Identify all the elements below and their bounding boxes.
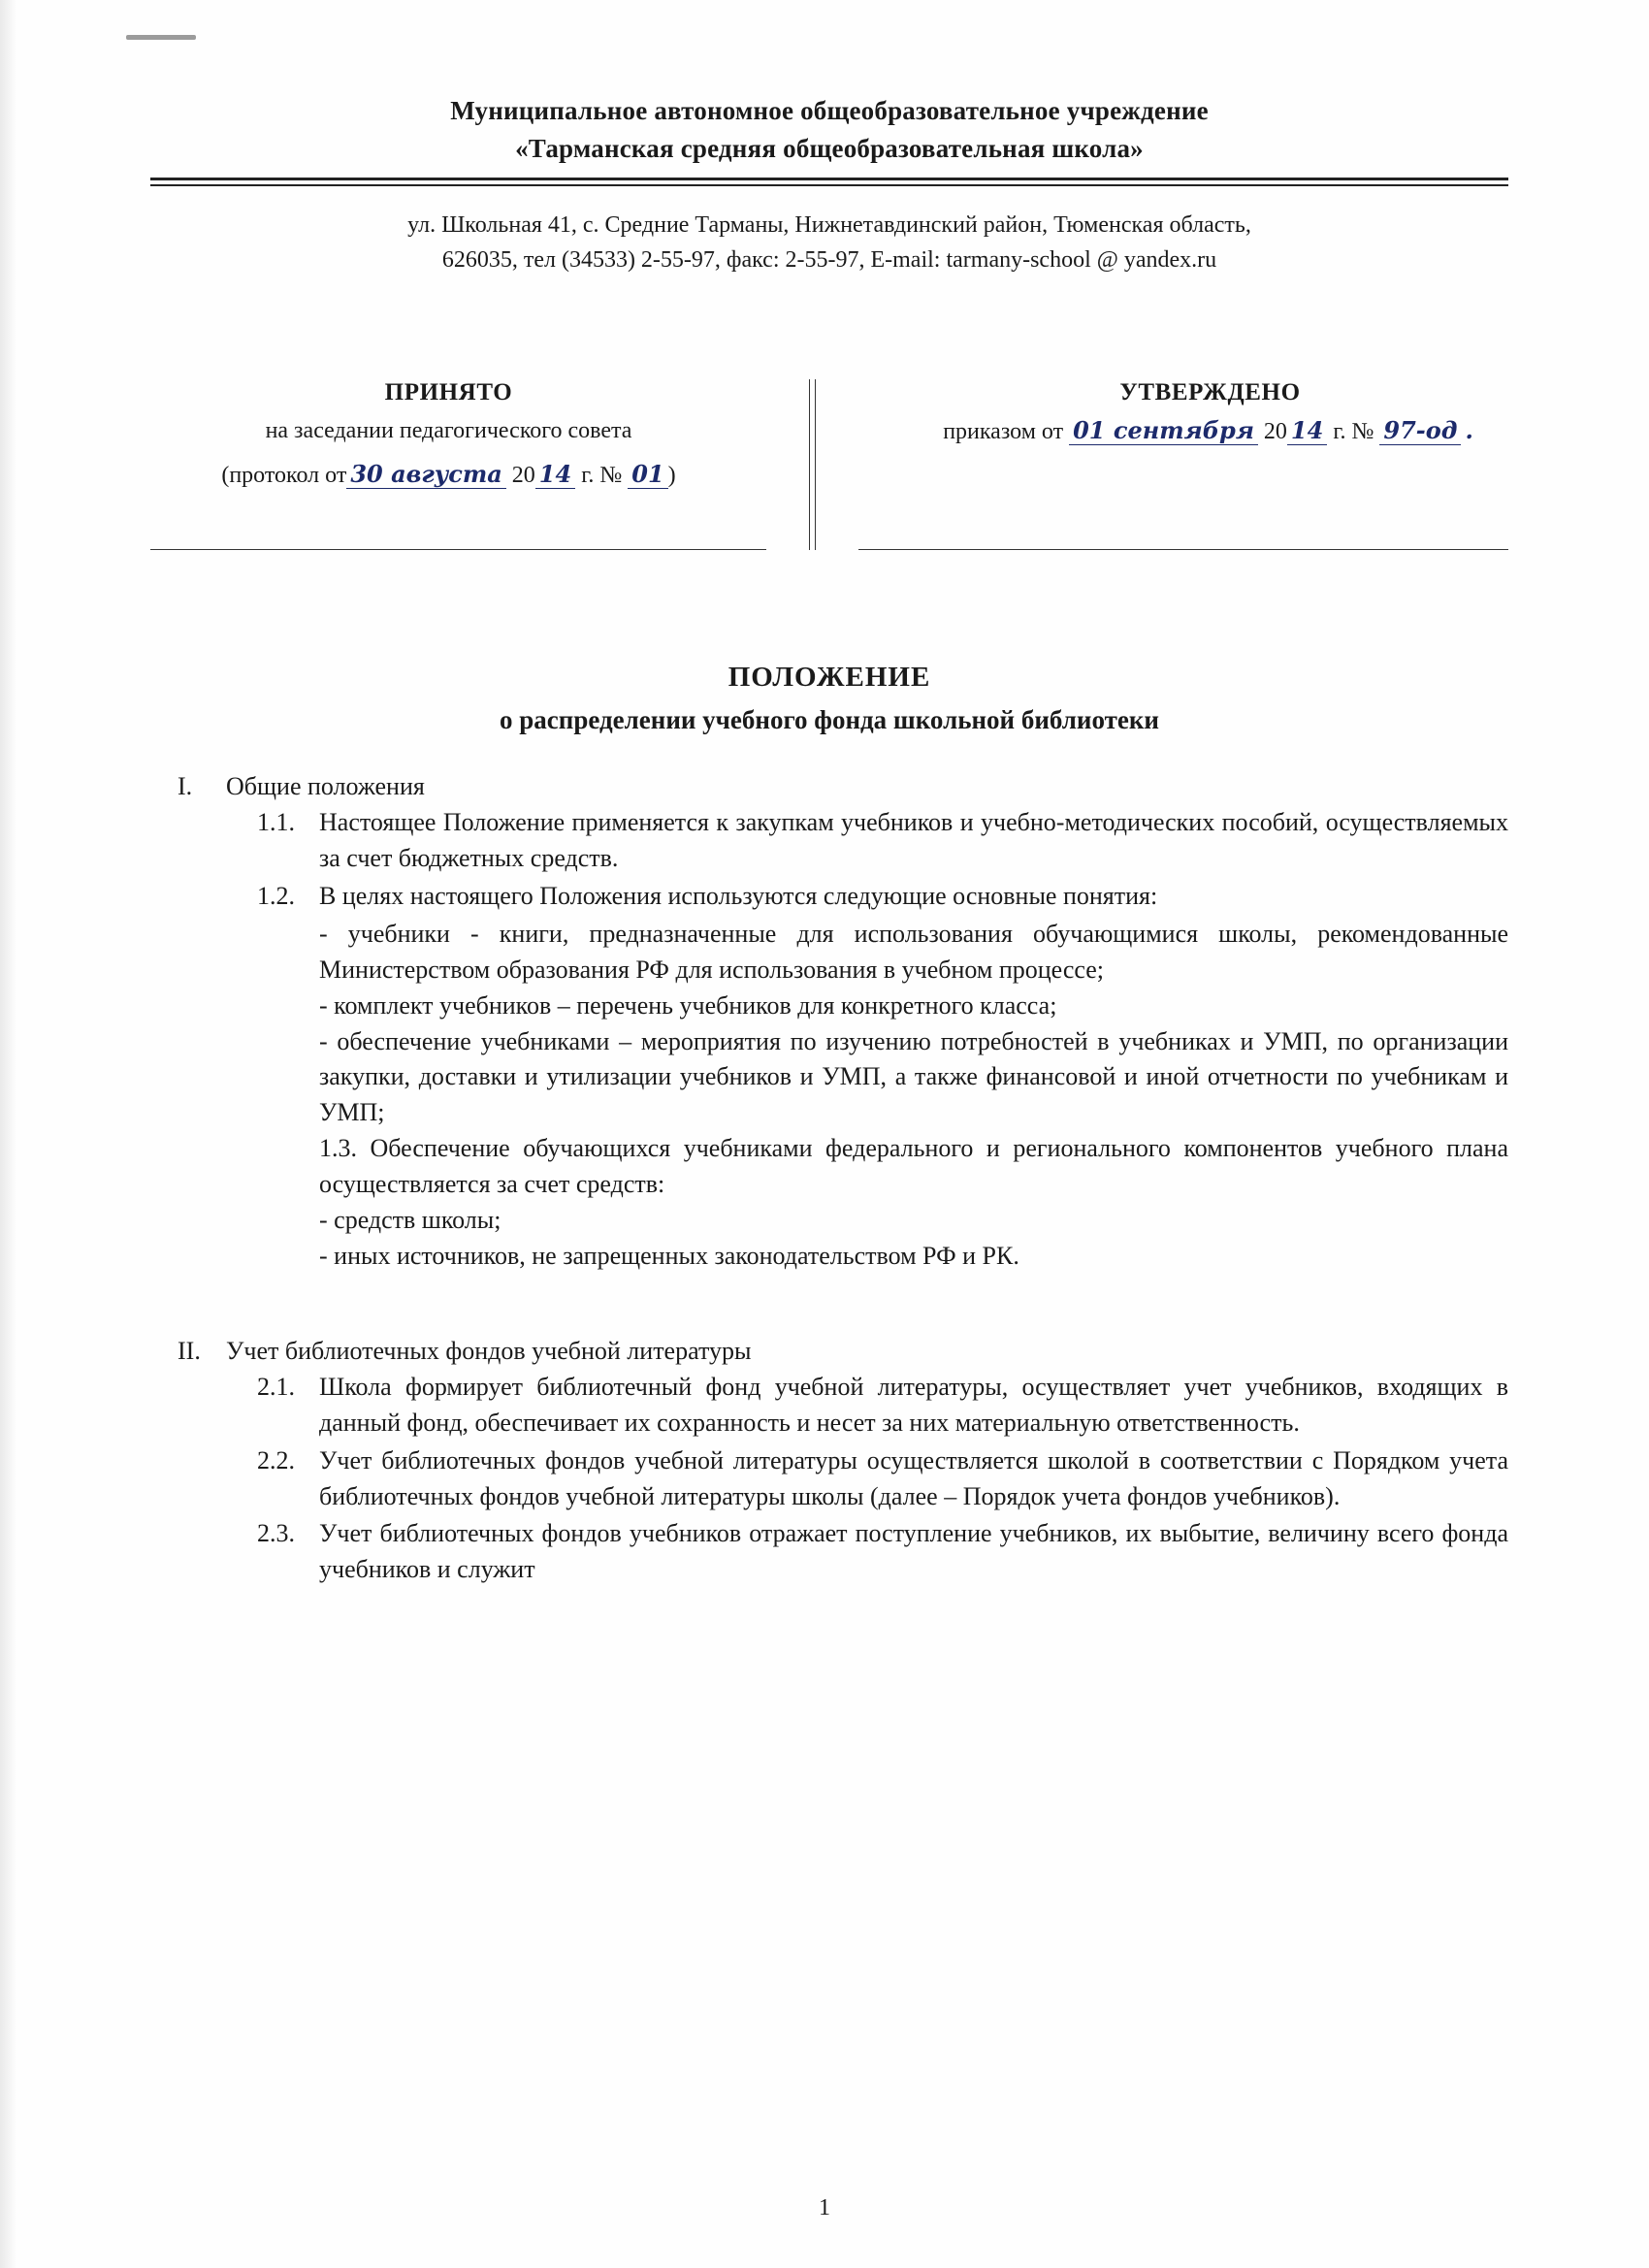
approval-vertical-separator xyxy=(809,379,816,550)
approved-date-handwritten: 01 сентября xyxy=(1069,416,1258,445)
paragraph-definition-provision: - обеспечение учебниками – мероприятия по изучению потребностей в учебниках и УМП, по организации закупки, доставки и утилизации учебников и УМП, а также финансовой и иной отчетности по учебникам и УМП; xyxy=(319,1026,1508,1127)
accepted-closing: ) xyxy=(667,462,676,488)
clause-2-3-text: Учет библиотечных фондов учебников отражает поступление учебников, их выбытие, величину всего фонда учебников и служит xyxy=(319,1519,1508,1584)
clause-1-1 xyxy=(257,805,1508,877)
page-subtitle: о распределении учебного фонда школьной библиотеки xyxy=(500,705,1159,735)
address-line-1: ул. Школьная 41, с. Средние Тарманы, Нижнетавдинский район, Тюменская область, xyxy=(407,212,1251,239)
approved-order-line xyxy=(912,412,1508,450)
section-2 xyxy=(150,1337,1508,1588)
header-divider xyxy=(150,178,1508,186)
clause-1-2-text: В целях настоящего Положения используются следующие основные понятия: xyxy=(319,881,1158,910)
accepted-protocol-date-handwritten: 30 августа xyxy=(346,460,505,489)
paragraph-definition-set: - комплект учебников – перечень учебников для конкретного класса; xyxy=(319,990,1057,1020)
accepted-underline xyxy=(150,549,766,550)
approved-year-prefix: 20 xyxy=(1263,419,1287,445)
approved-number-handwritten: 97-од xyxy=(1379,416,1461,445)
document-content xyxy=(150,92,1508,1590)
clause-2-1-number: 2.1. xyxy=(257,1372,295,1401)
accepted-protocol-line xyxy=(150,456,747,494)
clause-2-1-text: Школа формирует библиотечный фонд учебной литературы, осуществляет учет учебников, входящих в данный фонд, обеспечивает их сохранность и несет за них материальную ответственность. xyxy=(319,1372,1508,1437)
clause-2-2-number: 2.2. xyxy=(257,1445,295,1474)
clause-1-2 xyxy=(257,879,1508,915)
paragraph-source-other: - иных источников, не запрещенных законодательством РФ и РК. xyxy=(319,1241,1019,1270)
section-2-number: II. xyxy=(178,1336,201,1365)
section-1-number: I. xyxy=(178,772,193,801)
section-1 xyxy=(150,772,1508,1275)
scan-mark-artifact xyxy=(126,35,196,40)
page-number: 1 xyxy=(819,2195,830,2220)
clause-1-3-text: 1.3. Обеспечение обучающихся учебниками федерального и регионального компонентов учебного плана осуществляется за счет средств: xyxy=(319,1134,1508,1199)
approved-year-handwritten: 14 xyxy=(1287,416,1327,445)
accepted-protocol-prefix: (протокол от xyxy=(221,462,347,488)
accepted-number-handwritten: 01 xyxy=(628,460,667,489)
clause-2-2 xyxy=(257,1443,1508,1515)
clause-2-3 xyxy=(257,1516,1508,1588)
accepted-year-handwritten: 14 xyxy=(535,460,575,489)
clause-1-1-text: Настоящее Положение применяется к закупкам учебников и учебно-методических пособий, осуществляемых за счет бюджетных средств. xyxy=(319,808,1508,872)
address-line-2: 626035, тел (34533) 2-55-97, факс: 2-55-97, E-mail: tarmany-school @ yandex.ru xyxy=(441,247,1217,274)
scan-edge-artifact xyxy=(0,0,17,2268)
section-1-clauses xyxy=(257,805,1508,915)
paragraph-source-school: - средств школы; xyxy=(319,1206,501,1235)
section-2-title: Учет библиотечных фондов учебной литературы xyxy=(226,1336,752,1365)
section-1-title: Общие положения xyxy=(226,772,425,801)
organization-header xyxy=(150,92,1508,168)
approval-row xyxy=(150,379,1508,550)
page-title: ПОЛОЖЕНИЕ xyxy=(728,662,931,694)
clause-1-1-number: 1.1. xyxy=(257,808,295,837)
section-2-clauses xyxy=(257,1370,1508,1588)
accepted-block xyxy=(150,379,766,550)
clause-2-2-text: Учет библиотечных фондов учебной литературы осуществляется школой в соответствии с Порядком учета библиотечных фондов учебной литературы школы (далее – Порядок учета фондов учебников). xyxy=(319,1445,1508,1510)
organization-name-line-1: Муниципальное автономное общеобразовательное учреждение xyxy=(450,96,1209,125)
section-2-head xyxy=(150,1337,1508,1366)
approved-underline xyxy=(858,549,1508,550)
clause-2-1 xyxy=(257,1370,1508,1442)
clause-2-3-number: 2.3. xyxy=(257,1519,295,1548)
clause-1-2-number: 1.2. xyxy=(257,881,295,910)
accepted-council-line: на заседании педагогического совета xyxy=(265,418,632,444)
approved-year-suffix: г. № xyxy=(1333,419,1374,445)
paragraph-definition-textbooks: - учебники - книги, предназначенные для использования обучающимися школы, рекомендованные Министерством образования РФ для использования в учебном процессе; xyxy=(319,919,1508,984)
approved-heading: УТВЕРЖДЕНО xyxy=(1119,379,1301,406)
approved-line-prefix: приказом от xyxy=(943,419,1064,445)
organization-name-line-2: «Тарманская средняя общеобразовательная школа» xyxy=(515,134,1144,164)
accepted-year-prefix: 20 xyxy=(511,462,535,488)
section-1-head xyxy=(150,772,1508,801)
accepted-heading: ПРИНЯТО xyxy=(384,379,513,406)
approved-closing: . xyxy=(1465,416,1473,445)
accepted-year-suffix: г. № xyxy=(581,462,623,488)
approved-block xyxy=(858,379,1508,550)
